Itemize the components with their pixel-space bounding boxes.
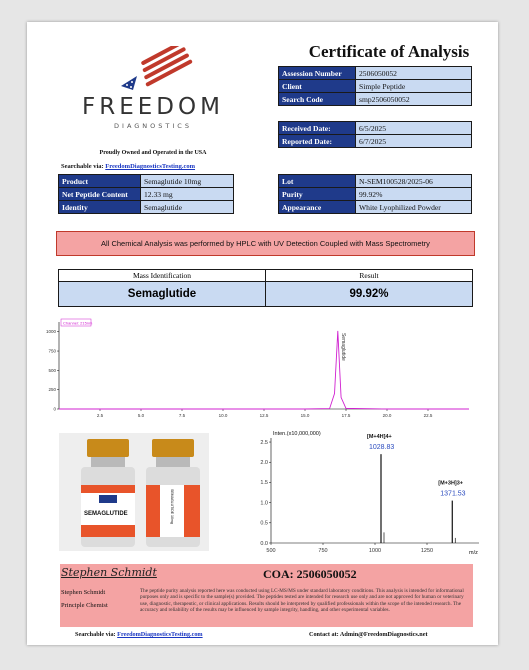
net-peptide-key: Net Peptide Content — [59, 188, 141, 201]
x-tick-label: 22.5 — [423, 413, 433, 418]
y-tick-label: 0.5 — [260, 520, 268, 527]
table-row — [279, 135, 472, 148]
appearance-value: White Lyophilized Powder — [356, 201, 472, 214]
x-tick-label: 2.5 — [96, 413, 104, 418]
x-tick-label: 7.5 — [178, 413, 186, 418]
table-row — [59, 175, 234, 188]
mass-result: 99.92% — [265, 282, 472, 306]
x-tick-label: 750 — [318, 548, 328, 554]
table-row — [279, 175, 472, 188]
table-row — [59, 188, 234, 201]
signature: Stephen Schmidt — [61, 566, 157, 579]
client-value: Simple Peptide — [356, 80, 472, 93]
coa-number: COA: 2506050052 — [263, 567, 357, 581]
y-tick-label: 1.5 — [260, 480, 268, 487]
y-tick-label: 250 — [48, 387, 56, 393]
chemist-role: Principle Chemist — [61, 602, 108, 609]
product-table — [58, 174, 234, 214]
vial-photo — [59, 433, 209, 551]
lot-table — [278, 174, 472, 214]
x-tick-label: 17.5 — [341, 413, 351, 418]
searchable-line — [61, 163, 195, 170]
y-tick-label: 1.0 — [260, 500, 268, 507]
lot-key: Lot — [279, 175, 356, 188]
x-tick-label: 10.0 — [218, 413, 228, 418]
identity-value: Semaglutide — [141, 201, 234, 214]
y-tick-label: 0.0 — [260, 540, 268, 547]
hplc-trace — [59, 331, 469, 409]
hplc-chromatogram — [31, 316, 471, 422]
y-tick-label: 500 — [48, 367, 56, 373]
certificate-page — [27, 22, 498, 645]
channel-legend-text: Channel: 215nm — [63, 320, 93, 326]
footer-search-label: Searchable via: — [75, 631, 116, 638]
search-code-key: Search Code — [279, 93, 356, 106]
result-header: Result — [265, 270, 472, 282]
reported-value: 6/7/2025 — [356, 135, 472, 148]
purity-value: 99.92% — [356, 188, 472, 201]
contact-line: Contact at: Admin@FreedomDiagnostics.net — [309, 631, 428, 638]
y-tick-label: 2.0 — [260, 460, 268, 467]
vial-side-label: SEMAGLUTIDE 10mg — [170, 489, 174, 524]
table-row — [279, 80, 472, 93]
assession-key: Assession Number — [279, 67, 356, 80]
table-row — [279, 122, 472, 135]
peak-label: Semaglutide — [339, 332, 346, 361]
mass-header: Mass Identification — [59, 270, 265, 282]
x-tick-label: 5.0 — [137, 413, 145, 418]
table-row — [279, 93, 472, 106]
mass-spectrum — [239, 428, 487, 556]
x-tick-label: 20.0 — [382, 413, 392, 418]
x-tick-label: 1250 — [420, 548, 434, 554]
dates-table — [278, 121, 472, 148]
received-value: 6/5/2025 — [356, 122, 472, 135]
x-tick-label: 1000 — [368, 548, 382, 554]
disclaimer: The peptide purity analysis reported here was conducted using LC-MS/MS under standard laboratory conditions. This analysis is intended for informational purposes only and is specific to the sample(s) provided. The peptides tested are intended for research use only and are not approved for human or veterinary use, diagnostic, therapeutic, or clinical applications. Results should be interpreted by qualified professionals within the scope of the intended research. The accuracy and reliability of the results may be influenced by sample integrity, handling, and other experimental variables. — [140, 588, 464, 614]
table-row — [59, 201, 234, 214]
logo-sub: DIAGNOSTICS — [114, 122, 192, 130]
appearance-key: Appearance — [279, 201, 356, 214]
mass-table — [58, 269, 473, 307]
page-title: Certificate of Analysis — [308, 42, 470, 61]
x-tick-label: 15.0 — [300, 413, 310, 418]
y-tick-label: 0 — [53, 406, 56, 412]
footer-search-link[interactable]: FreedomDiagnosticsTesting.com — [117, 631, 203, 638]
received-key: Received Date: — [279, 122, 356, 135]
x-tick-label: 500 — [266, 548, 276, 554]
table-row — [279, 67, 472, 80]
ms-peak-value: 1371.53 — [440, 490, 466, 498]
flag-logo-icon — [107, 46, 207, 98]
searchable-link[interactable]: FreedomDiagnosticsTesting.com — [105, 163, 196, 170]
footer-searchable — [75, 631, 203, 638]
ms-peak-value: 1028.83 — [368, 444, 395, 452]
reported-key: Reported Date: — [279, 135, 356, 148]
logo-brand: FREEDOM — [82, 94, 224, 120]
net-peptide-value: 12.33 mg — [141, 188, 234, 201]
y-tick-label: 1000 — [45, 329, 56, 335]
ms-ion-label: [M+3H]3+ — [438, 480, 464, 487]
client-key: Client — [279, 80, 356, 93]
ms-ion-label: [M+4H]4+ — [366, 434, 392, 441]
identity-key: Identity — [59, 201, 141, 214]
y-tick-label: 750 — [48, 348, 56, 354]
chemist-name: Stephen Schmidt — [61, 589, 106, 596]
searchable-label: Searchable via: — [61, 163, 104, 170]
method-banner: All Chemical Analysis was performed by HPLC with UV Detection Coupled with Mass Spectrometry — [56, 231, 475, 256]
assession-table — [278, 66, 472, 106]
table-row — [279, 201, 472, 214]
lot-value: N-SEM100528/2025-06 — [356, 175, 472, 188]
ms-title: Inten.(x10,000,000) — [273, 431, 321, 437]
assession-value: 2506050052 — [356, 67, 472, 80]
vial-label: SEMAGLUTIDE — [84, 511, 128, 517]
ms-xlabel: m/z — [469, 550, 478, 556]
logo-tagline: Proudly Owned and Operated in the USA — [99, 150, 207, 156]
x-tick-label: 12.5 — [259, 413, 269, 418]
purity-key: Purity — [279, 188, 356, 201]
mass-identity: Semaglutide — [127, 288, 197, 300]
table-row — [279, 188, 472, 201]
y-tick-label: 2.5 — [260, 439, 268, 446]
product-key: Product — [59, 175, 141, 188]
product-value: Semaglutide 10mg — [141, 175, 234, 188]
search-code-value: smp2506050052 — [356, 93, 472, 106]
